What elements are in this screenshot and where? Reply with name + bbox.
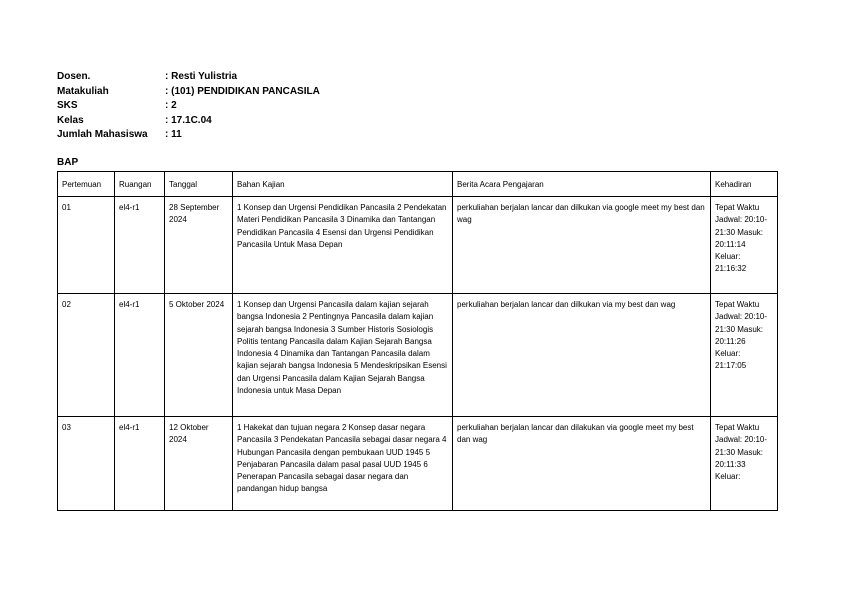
cell-kehadiran: Tepat Waktu Jadwal: 20:10-21:30 Masuk: 20:11:33 Keluar: — [711, 417, 778, 511]
cell-ruangan: el4-r1 — [115, 417, 165, 511]
info-row-jumlah-mahasiswa — [57, 128, 320, 143]
info-label: Jumlah Mahasiswa — [57, 129, 148, 141]
info-value: : Resti Yulistria — [165, 71, 238, 82]
table-row — [58, 417, 778, 511]
cell-berita-acara: perkuliahan berjalan lancar dan dilkukan via google meet my best dan wag — [453, 197, 711, 294]
cell-pertemuan: 02 — [58, 294, 115, 417]
info-label: SKS — [57, 100, 78, 112]
table-row — [58, 197, 778, 294]
header-kehadiran: Kehadiran — [711, 172, 778, 197]
header-berita-acara: Berita Acara Pengajaran — [453, 172, 711, 197]
bap-table — [57, 171, 778, 511]
info-row-matakuliah — [57, 85, 320, 100]
info-row-kelas — [57, 114, 320, 129]
info-label: Dosen. — [57, 71, 91, 82]
info-row-sks — [57, 99, 320, 114]
table-row — [58, 294, 778, 417]
cell-tanggal: 12 Oktober 2024 — [165, 417, 233, 511]
cell-bahan-kajian: 1 Hakekat dan tujuan negara 2 Konsep dasar negara Pancasila 3 Pendekatan Pancasila sebagai dasar negara 4 Hubungan Pancasila dengan pembukaan UUD 1945 5 Penjabaran Pancasila dalam pasal pasal UUD 1945 6 Penerapan Pancasila sebagai dasar negara dan pandangan hidup bangsa — [233, 417, 453, 511]
cell-kehadiran: Tepat Waktu Jadwal: 20:10-21:30 Masuk: 20:11:26 Keluar: 21:17:05 — [711, 294, 778, 417]
header-pertemuan: Pertemuan — [58, 172, 115, 197]
cell-pertemuan: 01 — [58, 197, 115, 294]
header-ruangan: Ruangan — [115, 172, 165, 197]
info-label: Kelas — [57, 114, 84, 126]
table-header-row — [58, 172, 778, 197]
cell-bahan-kajian: 1 Konsep dan Urgensi Pendidikan Pancasila 2 Pendekatan Materi Pendidikan Pancasila 3 Dinamika dan Tantangan Pendidikan Pancasila 4 Esensi dan Urgensi Pendidikan Pancasila Untuk Masa Depan — [233, 197, 453, 294]
info-value: : (101) PENDIDIKAN PANCASILA — [165, 85, 320, 97]
info-label: Matakuliah — [57, 85, 109, 97]
course-info — [57, 70, 320, 143]
cell-ruangan: el4-r1 — [115, 294, 165, 417]
header-tanggal: Tanggal — [165, 172, 233, 197]
cell-tanggal: 5 Oktober 2024 — [165, 294, 233, 417]
info-value: : 2 — [165, 100, 177, 112]
cell-berita-acara: perkuliahan berjalan lancar dan dilakukan via google meet my best dan wag — [453, 417, 711, 511]
info-row-dosen — [57, 70, 320, 85]
info-value: : 17.1C.04 — [165, 114, 212, 126]
info-value: : 11 — [165, 129, 182, 141]
cell-bahan-kajian: 1 Konsep dan Urgensi Pancasila dalam kajian sejarah bangsa Indonesia 2 Pentingnya Pancasila dalam kajian sejarah bangsa Indonesia 3 Sumber Historis Sosiologis Politis tentang Pancasila dalam Kajian Sejarah Bangsa Indonesia 4 Dinamika dan Tantangan Pancasila dalam kajian sejarah bangsa Indonesia 5 Mendeskripsikan Esensi dan Urgensi Pancasila dalam Kajian Sejarah Bangsa Indonesia untuk Masa Depan — [233, 294, 453, 417]
cell-kehadiran: Tepat Waktu Jadwal: 20:10-21:30 Masuk: 20:11:14 Keluar: 21:16:32 — [711, 197, 778, 294]
cell-pertemuan: 03 — [58, 417, 115, 511]
header-bahan-kajian: Bahan Kajian — [233, 172, 453, 197]
cell-ruangan: el4-r1 — [115, 197, 165, 294]
cell-berita-acara: perkuliahan berjalan lancar dan dilkukan via my best dan wag — [453, 294, 711, 417]
bap-title: BAP — [57, 157, 79, 168]
cell-tanggal: 28 September 2024 — [165, 197, 233, 294]
